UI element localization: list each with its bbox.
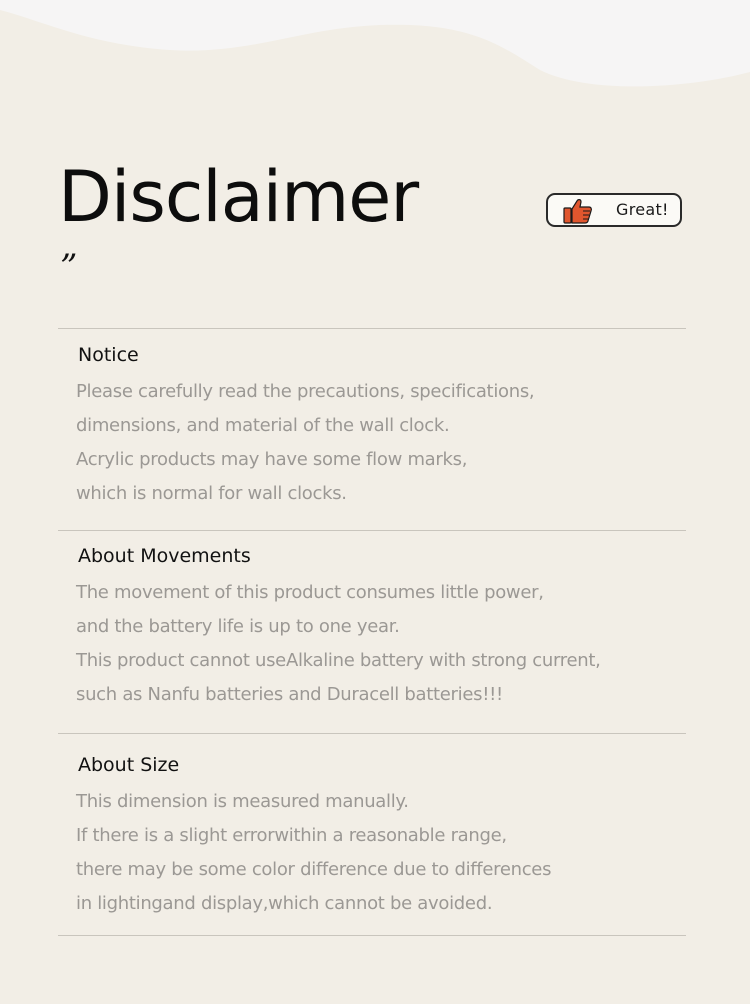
section-line: If there is a slight errorwithin a reasonable range, xyxy=(76,825,507,846)
section-line: which is normal for wall clocks. xyxy=(76,483,347,504)
section-heading: About Movements xyxy=(78,545,251,567)
section-line: This product cannot useAlkaline battery with strong current, xyxy=(76,650,601,671)
page-title: Disclaimer xyxy=(58,156,419,238)
divider xyxy=(58,733,686,734)
section-line: Please carefully read the precautions, specifications, xyxy=(76,381,535,402)
section-line: The movement of this product consumes little power, xyxy=(76,582,544,603)
section-notice xyxy=(76,343,716,511)
section-line: and the battery life is up to one year. xyxy=(76,616,400,637)
section-line: in lightingand display,which cannot be avoided. xyxy=(76,893,493,914)
thumbs-up-icon xyxy=(563,198,593,224)
great-badge xyxy=(546,193,682,227)
section-line: Acrylic products may have some flow marks, xyxy=(76,449,468,470)
divider xyxy=(58,530,686,531)
section-heading: About Size xyxy=(78,754,180,776)
badge-label: Great! xyxy=(616,200,669,219)
divider xyxy=(58,328,686,329)
section-heading: Notice xyxy=(78,344,139,366)
divider xyxy=(58,935,686,936)
section-line: there may be some color difference due to differences xyxy=(76,859,552,880)
section-about-size xyxy=(76,753,716,921)
section-line: dimensions, and material of the wall clock. xyxy=(76,415,450,436)
section-about-movements xyxy=(76,544,716,712)
section-line: such as Nanfu batteries and Duracell batteries!!! xyxy=(76,684,503,705)
section-line: This dimension is measured manually. xyxy=(76,791,409,812)
quote-mark: ” xyxy=(60,247,78,287)
decorative-wave xyxy=(0,0,750,100)
